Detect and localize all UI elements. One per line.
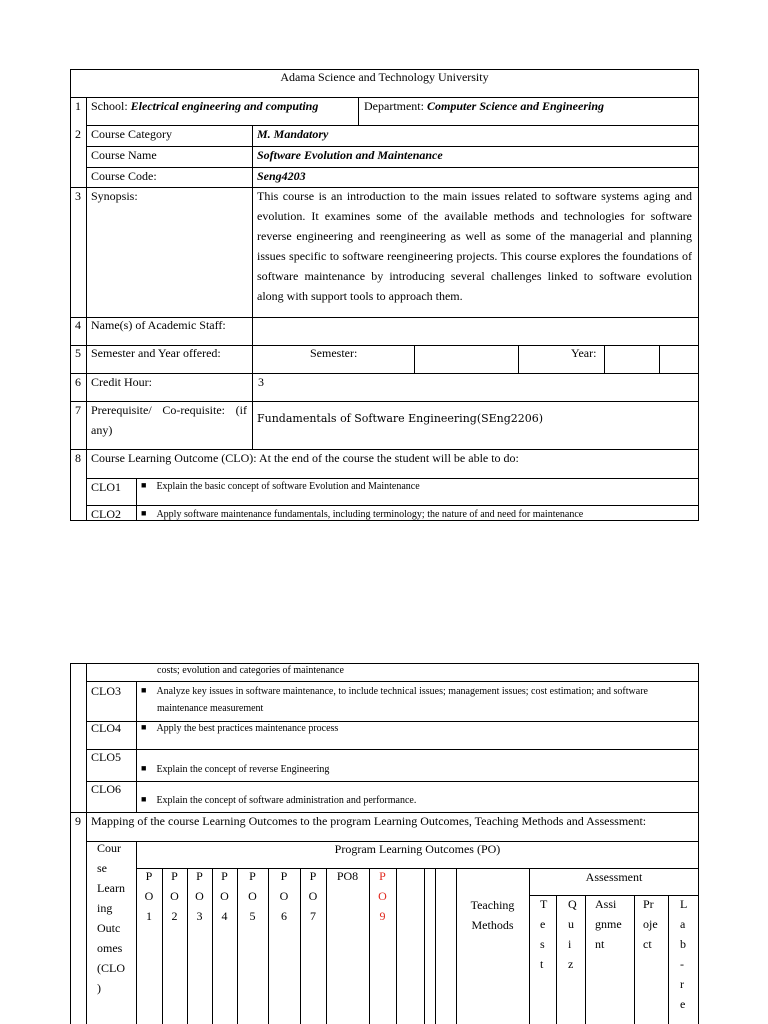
clo-text: ■ Apply software maintenance fundamentals, including terminology; the nature of and need for maintenance bbox=[141, 508, 583, 521]
rule bbox=[136, 681, 137, 812]
rule bbox=[86, 781, 699, 782]
lab-header: L a b - r e - bbox=[680, 897, 688, 1024]
semester-year-label: Semester and Year offered: bbox=[91, 346, 221, 360]
rule bbox=[70, 663, 71, 1024]
test-header: T e s t bbox=[540, 897, 548, 971]
rule bbox=[414, 345, 415, 373]
clo-text: ■ Explain the concept of software administration and performance. bbox=[141, 794, 416, 807]
assessment-header: Assessment bbox=[585, 870, 643, 884]
row-number: 2 bbox=[75, 127, 81, 141]
credit-hour-label: Credit Hour: bbox=[91, 375, 152, 389]
credit-hour-value: 3 bbox=[258, 375, 264, 389]
rule bbox=[358, 97, 359, 125]
department-field bbox=[364, 99, 604, 113]
row-number: 8 bbox=[75, 451, 81, 465]
rule bbox=[529, 868, 530, 1024]
rule bbox=[326, 868, 327, 1024]
rule bbox=[70, 69, 71, 521]
course-name-value: Software Evolution and Maintenance bbox=[257, 148, 443, 162]
academic-staff-label: Name(s) of Academic Staff: bbox=[91, 318, 226, 332]
clo-text-cont: maintenance measurement bbox=[157, 703, 264, 714]
prerequisite-value: Fundamentals of Software Engineering(SEng2206) bbox=[257, 412, 544, 425]
rule bbox=[396, 868, 397, 1024]
clo-id: CLO4 bbox=[91, 721, 121, 735]
school-value: Electrical engineering and computing bbox=[130, 99, 319, 113]
row-number: 7 bbox=[75, 403, 81, 417]
rule bbox=[70, 812, 699, 813]
row-number: 6 bbox=[75, 375, 81, 389]
row-number: 4 bbox=[75, 318, 81, 332]
project-header: Pr oje ct bbox=[643, 897, 658, 951]
course-code-label: Course Code: bbox=[91, 169, 157, 183]
rule bbox=[86, 146, 699, 147]
prerequisite-label: Prerequisite/ Co-requisite: (if bbox=[91, 403, 247, 417]
clo-text: ■ Explain the concept of reverse Engineering bbox=[141, 763, 329, 776]
rule bbox=[456, 868, 457, 1024]
po3-header: P O 3 bbox=[195, 869, 204, 923]
rule bbox=[698, 69, 699, 521]
rule bbox=[585, 895, 586, 1024]
plo-header: Program Learning Outcomes (PO) bbox=[334, 842, 501, 856]
university-title: Adama Science and Technology University bbox=[280, 70, 489, 84]
clo-id: CLO5 bbox=[91, 750, 121, 764]
po6-header: P O 6 bbox=[279, 869, 289, 923]
clo-text: ■ Analyze key issues in software maintenance, to include technical issues; management issues; cost estimation; and software bbox=[141, 685, 648, 698]
synopsis-label: Synopsis: bbox=[91, 189, 138, 203]
rule bbox=[70, 373, 699, 374]
clo-column-header: Cour se Learn ing Outc omes (CLO ) bbox=[97, 841, 125, 995]
rule bbox=[252, 125, 253, 449]
rule bbox=[70, 449, 699, 450]
quiz-header: Q u i z bbox=[568, 897, 577, 971]
rule bbox=[86, 681, 699, 682]
school-label: School: bbox=[91, 99, 128, 113]
clo-text: ■ Explain the basic concept of software Evolution and Maintenance bbox=[141, 480, 420, 493]
rule bbox=[136, 478, 137, 521]
year-label: Year: bbox=[571, 346, 597, 360]
rule bbox=[86, 97, 87, 521]
department-value: Computer Science and Engineering bbox=[426, 99, 605, 113]
rule bbox=[70, 663, 699, 664]
row-number: 5 bbox=[75, 346, 81, 360]
clo-text-continued: costs; evolution and categories of maintenance bbox=[157, 665, 344, 676]
teaching-methods-header: Teaching Methods bbox=[470, 898, 515, 932]
synopsis-text: This course is an introduction to the main issues related to software systems aging and evolution. It examines some of the available methods and technologies for software reverse engineering and reengineering as well as some of the managerial and planning issues specific to software reengineering projects. This course explores the foundations of software maintenance by introducing several challenges linked to software evolution along with support tools to approach them. bbox=[257, 189, 692, 303]
po9-header: P O 9 bbox=[378, 869, 387, 923]
mapping-heading: Mapping of the course Learning Outcomes to the program Learning Outcomes, Teaching Methods and Assessment: bbox=[91, 814, 647, 828]
clo-text: ■ Apply the best practices maintenance process bbox=[141, 722, 338, 735]
clo-id: CLO1 bbox=[91, 480, 121, 494]
clo-id: CLO3 bbox=[91, 684, 121, 698]
po2-header: P O 2 bbox=[170, 869, 179, 923]
rule bbox=[604, 345, 605, 373]
rule bbox=[518, 345, 519, 373]
row-number: 1 bbox=[75, 99, 81, 113]
rule bbox=[86, 167, 699, 168]
rule bbox=[86, 505, 699, 506]
rule bbox=[435, 868, 436, 1024]
rule bbox=[634, 895, 635, 1024]
clo-id: CLO2 bbox=[91, 507, 121, 521]
po4-header: P O 4 bbox=[220, 869, 229, 923]
rule bbox=[86, 749, 699, 750]
po1-header: P O 1 bbox=[144, 869, 154, 923]
rule bbox=[70, 97, 699, 98]
course-code-value: Seng4203 bbox=[257, 169, 306, 183]
course-category-value: M. Mandatory bbox=[257, 127, 329, 141]
rule bbox=[556, 895, 557, 1024]
semester-label: Semester: bbox=[310, 346, 358, 360]
rule bbox=[86, 478, 699, 479]
rule bbox=[70, 401, 699, 402]
rule bbox=[668, 895, 669, 1024]
course-name-label: Course Name bbox=[91, 148, 157, 162]
po7-header: P O 7 bbox=[308, 869, 318, 923]
rule bbox=[424, 868, 425, 1024]
department-label: Department: bbox=[364, 99, 424, 113]
assignment-header: Assi gnme nt bbox=[595, 897, 622, 951]
prerequisite-label-cont: any) bbox=[91, 423, 113, 437]
row-number: 3 bbox=[75, 189, 81, 203]
clo-id: CLO6 bbox=[91, 782, 121, 796]
course-category-label: Course Category bbox=[91, 127, 172, 141]
po8-header: PO8 bbox=[336, 869, 359, 883]
school-field bbox=[91, 99, 318, 113]
clo-heading: Course Learning Outcome (CLO): At the end of the course the student will be able to do: bbox=[91, 451, 519, 465]
po5-header: P O 5 bbox=[248, 869, 257, 923]
rule bbox=[659, 345, 660, 373]
row-number: 9 bbox=[75, 814, 81, 828]
rule bbox=[86, 125, 699, 126]
rule bbox=[86, 663, 87, 1024]
